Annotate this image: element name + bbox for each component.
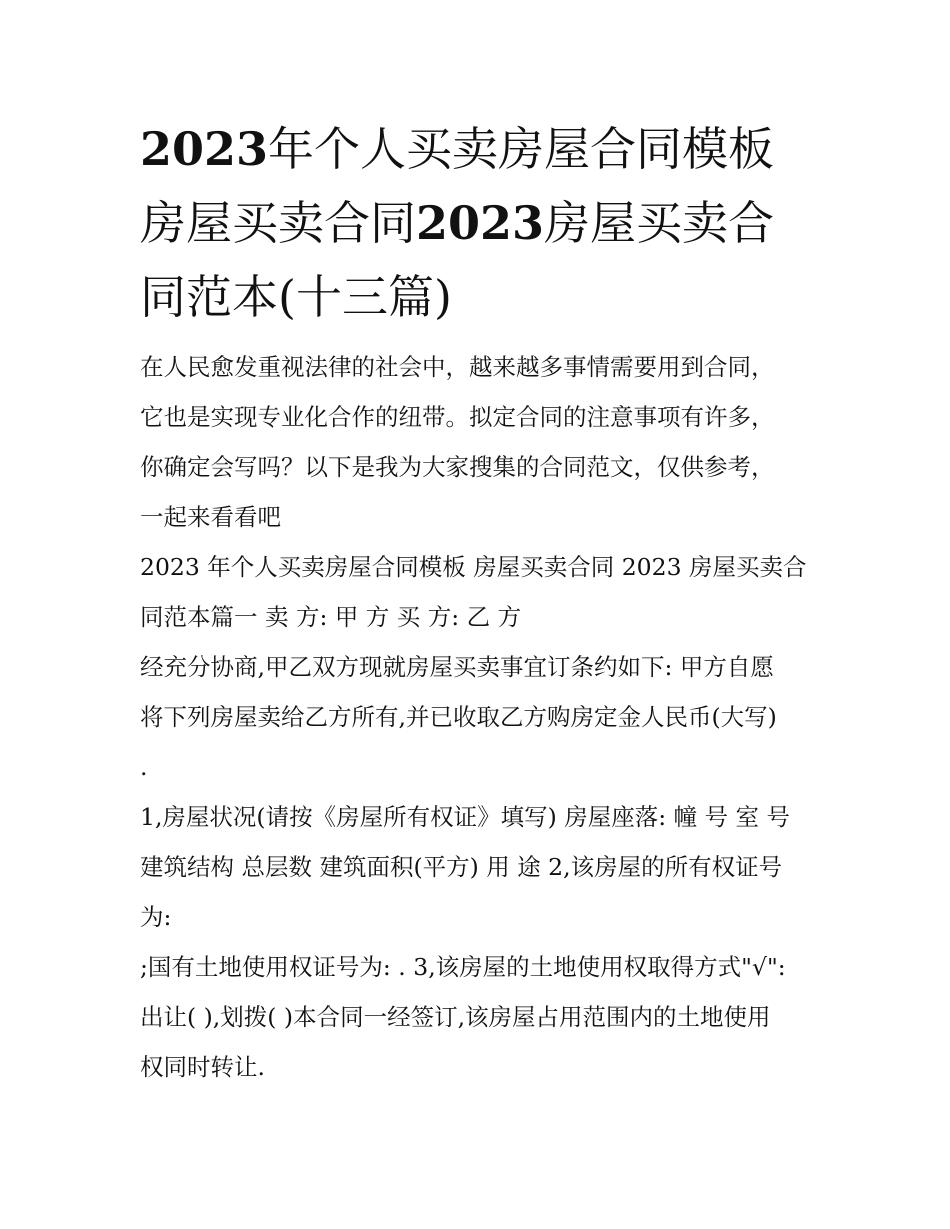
- body-line: 经充分协商,甲乙双方现就房屋买卖事宜订条约如下: 甲方自愿: [140, 653, 774, 681]
- body-line: 建筑结构 总层数 建筑面积(平方) 用 途 2,该房屋的所有权证号: [140, 853, 783, 881]
- body-line: 2023 年个人买卖房屋合同模板 房屋买卖合同 2023 房屋买卖合: [140, 553, 807, 581]
- title-text: 年个人买卖房屋合同模板: [268, 122, 775, 176]
- body-line: 为:: [140, 903, 172, 931]
- body-line: 你确定会写吗？以下是我为大家搜集的合同范文，仅供参考，: [140, 453, 775, 481]
- title-line-2: [140, 186, 808, 260]
- body-line: .: [140, 753, 148, 781]
- title-text: 房屋买卖合同: [140, 196, 416, 250]
- body-line: 在人民愈发重视法律的社会中，越来越多事情需要用到合同，: [140, 353, 775, 381]
- title-text: 房屋买卖合: [544, 196, 775, 250]
- body-line: 一起来看看吧: [140, 503, 281, 531]
- document-page: [140, 112, 808, 1092]
- document-title: [140, 112, 808, 334]
- title-line-1: [140, 112, 808, 186]
- body-line: ;国有土地使用权证号为: . 3,该房屋的土地使用权取得方式"√":: [140, 953, 786, 981]
- body-line: 出让( ),划拨( )本合同一经签订,该房屋占用范围内的土地使用: [140, 1003, 771, 1031]
- title-line-3: [140, 260, 808, 334]
- body-line: 它也是实现专业化合作的纽带。拟定合同的注意事项有许多，: [140, 403, 775, 431]
- title-text: 同范本(十三篇): [140, 270, 452, 324]
- body-line: 权同时转让.: [140, 1053, 265, 1081]
- body-line: 将下列房屋卖给乙方所有,并已收取乙方购房定金人民币(大写): [140, 703, 777, 731]
- body-line: 同范本篇一 卖 方: 甲 方 买 方: 乙 方: [140, 603, 522, 631]
- title-year: 2023: [140, 122, 269, 176]
- body-line: 1,房屋状况(请按《房屋所有权证》填写) 房屋座落: 幢 号 室 号: [140, 803, 791, 831]
- document-body: [140, 342, 808, 1092]
- title-year: 2023: [416, 196, 545, 250]
